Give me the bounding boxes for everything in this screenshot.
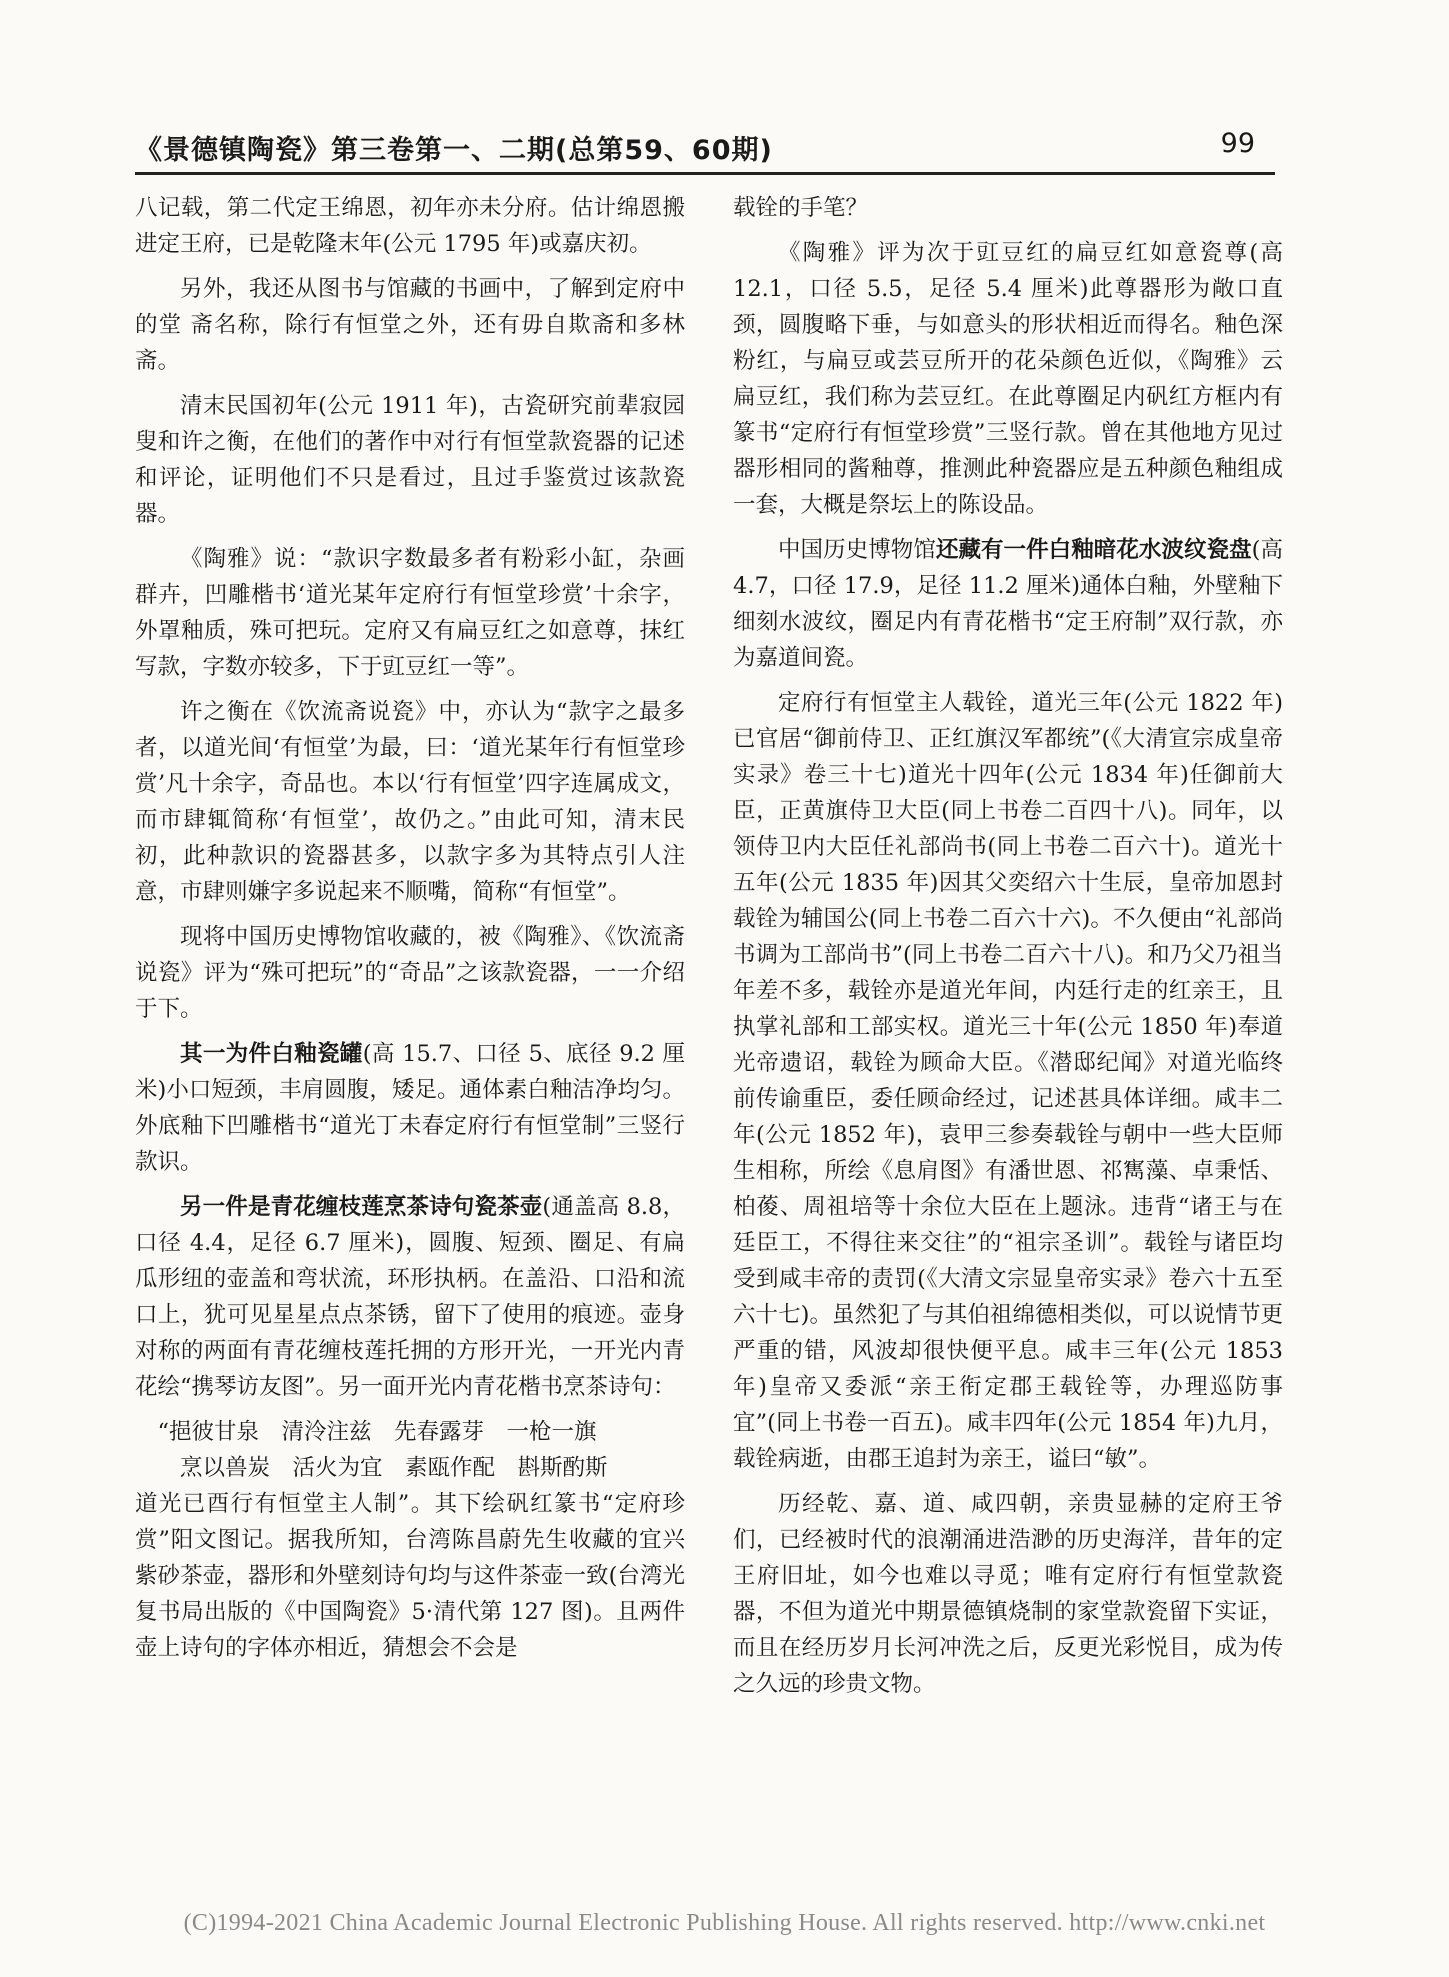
paragraph — [135, 1189, 685, 1405]
journal-title: 《景德镇陶瓷》第三卷第一、二期(总第59、60期) — [135, 135, 773, 166]
paragraph: 现将中国历史博物馆收藏的，被《陶雅》、《饮流斋说瓷》评为“殊可把玩”的“奇品”之该款瓷器，一一介绍于下。 — [135, 924, 685, 1022]
right-column — [733, 190, 1283, 1711]
verse-line: 烹以兽炭 活火为宜 素瓯作配 斟斯酌斯 — [180, 1455, 608, 1481]
paragraph: 《陶雅》说：“款识字数最多者有粉彩小缸，杂画群卉，凹雕楷书‘道光某年定府行有恒堂珍赏’十余字，外罩釉质，殊可把玩。定府又有扁豆红之如意尊，抹红写款，字数亦较多，下于豇豆红一等”。 — [135, 546, 685, 680]
item-text: 中国历史博物馆 — [778, 537, 936, 563]
paragraph: 载铨的手笔？ — [733, 195, 869, 221]
paragraph: 许之衡在《饮流斋说瓷》中，亦认为“款字之最多者，以道光间‘有恒堂’为最，曰：‘道光某年行有恒堂珍赏’凡十余字，奇品也。本以‘行有恒堂’四字连属成文，而市肆辄简称‘有恒堂’，故仍之。”由此可知，清末民初，此种款识的瓷器甚多，以款字多为其特点引人注意，市肆则嫌字多说起来不顺嘴，简称“有恒堂”。 — [135, 699, 685, 905]
copyright-footer: (C)1994-2021 China Academic Journal Electronic Publishing House. All rights reserved. http://www.cnki.net — [183, 1910, 1266, 1936]
page-number: 99 — [1220, 128, 1255, 159]
paragraph: 历经乾、嘉、道、咸四朝，亲贵显赫的定府王爷们，已经被时代的浪潮涌进浩渺的历史海洋，昔年的定王府旧址，如今也难以寻觅；唯有定府行有恒堂款瓷器，不但为道光中期景德镇烧制的家堂款瓷留下实证，而且在经历岁月长河冲洗之后，反更光彩悦目，成为传之久远的珍贵文物。 — [733, 1491, 1283, 1697]
page-header — [135, 118, 1275, 178]
paragraph — [733, 532, 1283, 676]
paragraph: 定府行有恒堂主人载铨，道光三年(公元 1822 年)已官居“御前侍卫、正红旗汉军都统”(《大清宣宗成皇帝实录》卷三十七)道光十四年(公元 1834 年)任御前大臣，正黄旗侍卫大臣(同上书卷二百四十八)。同年，以领侍卫内大臣任礼部尚书(同上书卷二百六十)。道光十五年(公元 1835 年)因其父奕绍六十生辰，皇帝加恩封载铨为辅国公(同上书卷二百六十六)。不久便由“礼部尚书调为工部尚书”(同上书卷二百六十八)。和乃父乃祖当年差不多，载铨亦是道光年间，内廷行走的红亲王，且执掌礼部和工部实权。道光三十年(公元 1850 年)奉道光帝遗诏，载铨为顾命大臣。《潜邸纪闻》对道光临终前传谕重臣，委任顾命经过，记述甚具体详细。咸丰二年(公元 1852 年)，袁甲三参奏载铨与朝中一些大臣师生相称，所绘《息肩图》有潘世恩、祁寯藻、卓秉恬、柏葰、周祖培等十余位大臣在上题泳。违背“诸王与在廷臣工，不得往来交往”的“祖宗圣训”。载铨与诸臣均受到咸丰帝的责罚(《大清文宗显皇帝实录》卷六十五至六十七)。虽然犯了与其伯祖绵德相类似，可以说情节更严重的错，风波却很快便平息。咸丰三年(公元 1853 年)皇帝又委派“亲王衔定郡王载铨等，办理巡防事宜”(同上书卷一百五)。咸丰四年(公元 1854 年)九月，载铨病逝，由郡王追封为亲王，谥曰“敏”。 — [733, 690, 1283, 1472]
item-text: (高 15.7、口径 5、底径 9.2 厘米)小口短颈，丰肩圆腹，矮足。通体素白釉洁净均匀。外底釉下凹雕楷书“道光丁未春定府行有恒堂制”三竖行款识。 — [135, 1041, 685, 1175]
item-text: (高 4.7，口径 17.9，足径 11.2 厘米)通体白釉，外壁釉下细刻水波纹，圈足内有青花楷书“定王府制”双行款，亦为嘉道间瓷。 — [733, 537, 1283, 671]
paragraph: 清末民国初年(公元 1911 年)，古瓷研究前辈寂园叟和许之衡，在他们的著作中对行有恒堂款瓷器的记述和评论，证明他们不只是看过，且过手鉴赏过该款瓷器。 — [135, 393, 685, 527]
paragraph: 《陶雅》评为次于豇豆红的扁豆红如意瓷尊(高 12.1，口径 5.5，足径 5.4 厘米)此尊器形为敞口直颈，圆腹略下垂，与如意头的形状相近而得名。釉色深粉红，与扁豆或芸豆所开的花朵颜色近似，《陶雅》云扁豆红，我们称为芸豆红。在此尊圈足内矾红方框内有篆书“定府行有恒堂珍赏”三竖行款。曾在其他地方见过器形相同的酱釉尊，推测此种瓷器应是五种颜色釉组成一套，大概是祭坛上的陈设品。 — [733, 240, 1283, 518]
item-heading: 还藏有一件白釉暗花水波纹瓷盘 — [935, 537, 1252, 563]
header-rule — [135, 172, 1275, 175]
paragraph: 八记载，第二代定王绵恩，初年亦未分府。估计绵恩搬进定王府，已是乾隆末年(公元 1795 年)或嘉庆初。 — [135, 195, 685, 257]
item-heading: 其一为件白釉瓷罐 — [180, 1041, 363, 1067]
verse-line: “挹彼甘泉 清泠注兹 先春露芽 一枪一旗 — [157, 1419, 597, 1445]
item-heading: 另一件是青花缠枝莲烹茶诗句瓷茶壶 — [180, 1194, 543, 1220]
paragraph — [135, 1036, 685, 1180]
left-column — [135, 190, 685, 1675]
paragraph: 道光已酉行有恒堂主人制”。其下绘矾红篆书“定府珍赏”阳文图记。据我所知，台湾陈昌蔚先生收藏的宜兴紫砂茶壶，器形和外壁刻诗句均与这件茶壶一致(台湾光复书局出版的《中国陶瓷》5·清代第 127 图)。且两件壶上诗句的字体亦相近，猜想会不会是 — [135, 1491, 685, 1661]
item-text: (通盖高 8.8，口径 4.4，足径 6.7 厘米)，圆腹、短颈、圈足、有扁瓜形纽的壶盖和弯状流，环形执柄。在盖沿、口沿和流口上，犹可见星星点点茶锈，留下了使用的痕迹。壶身对称的两面有青花缠枝莲托拥的方形开光，一开光内青花绘“携琴访友图”。另一面开光内青花楷书烹茶诗句： — [135, 1194, 685, 1400]
paragraph: 另外，我还从图书与馆藏的书画中，了解到定府中的堂 斋名称，除行有恒堂之外，还有毋自欺斋和多林斋。 — [135, 276, 685, 374]
